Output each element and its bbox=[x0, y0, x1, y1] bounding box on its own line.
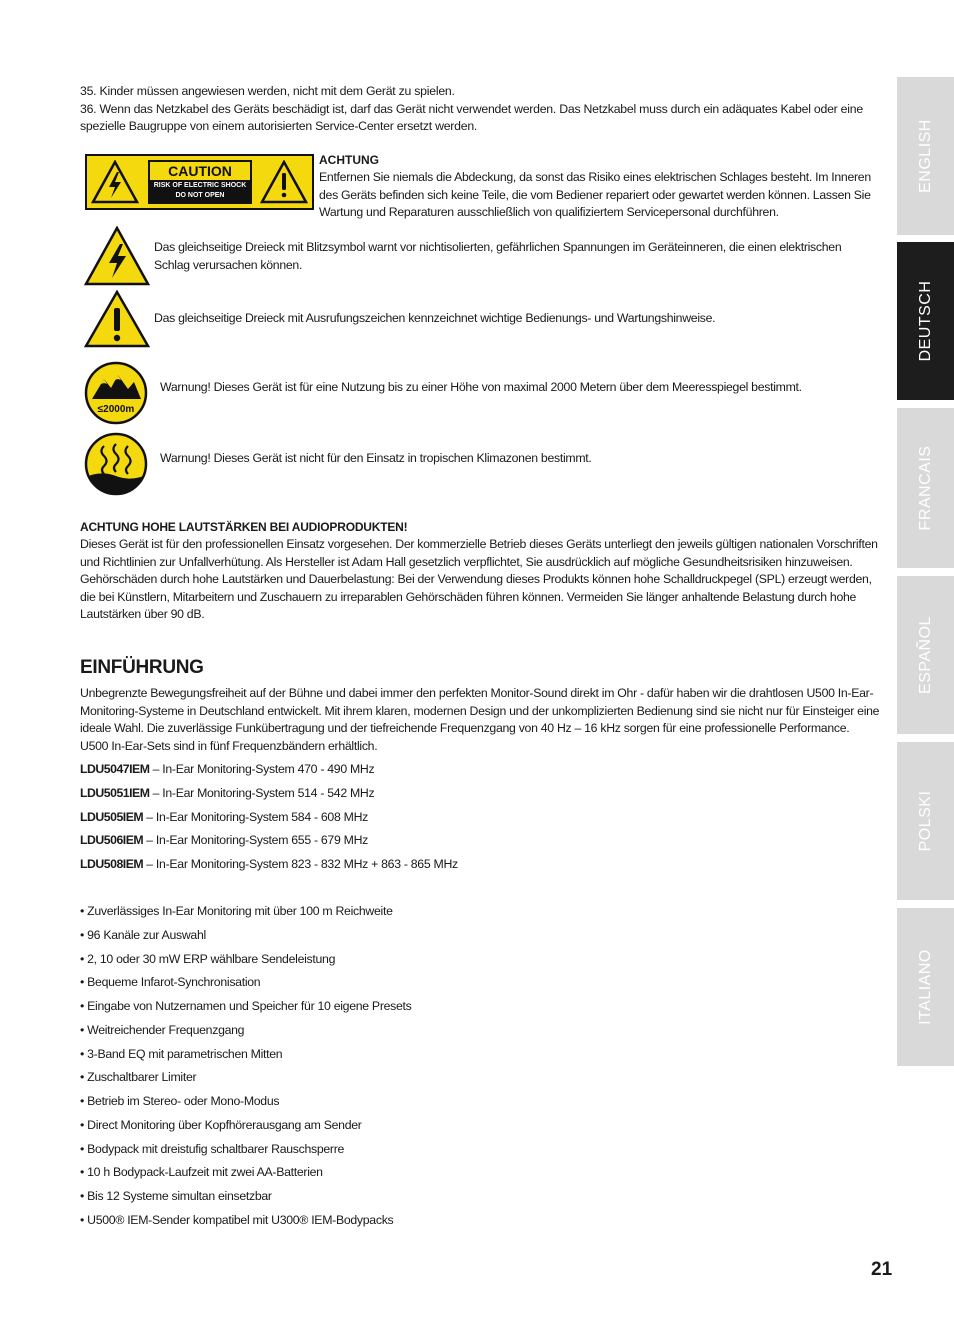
tab-deutsch[interactable] bbox=[897, 242, 954, 400]
feature-item: • U500® IEM-Sender kompatibel mit U300® IEM-Bodypacks bbox=[80, 1212, 394, 1227]
feature-item: • 96 Kanäle zur Auswahl bbox=[80, 927, 206, 942]
symbol-text-tropical: Warnung! Dieses Gerät ist nicht für den Einsatz in tropischen Klimazonen bestimmt. bbox=[160, 451, 592, 465]
symbol-text-exclamation: Das gleichseitige Dreieck mit Ausrufungszeichen kennzeichnet wichtige Bedienungs- und Wartungshinweise. bbox=[154, 311, 716, 325]
model-item bbox=[80, 856, 880, 880]
symbol-text-altitude: Warnung! Dieses Gerät ist für eine Nutzung bis zu einer Höhe von maximal 2000 Metern über dem Meeresspiegel bestimmt. bbox=[160, 380, 802, 394]
feature-item: • Zuverlässiges In-Ear Monitoring mit über 100 m Reichweite bbox=[80, 904, 393, 918]
model-item bbox=[80, 832, 880, 856]
feature-item: • Eingabe von Nutzernamen und Speicher für 10 eigene Presets bbox=[80, 999, 412, 1013]
volume-warning bbox=[80, 519, 880, 624]
model-code: LDU505IEM bbox=[80, 809, 144, 824]
page-number: 21 bbox=[871, 1259, 893, 1280]
altitude-limit-label: ≤2000m bbox=[97, 404, 135, 415]
tropical-climate-icon bbox=[84, 432, 148, 496]
model-desc: – In-Ear Monitoring-System 514 - 542 MHz bbox=[149, 785, 375, 800]
feature-list bbox=[80, 903, 880, 1236]
tab-label: ITALIANO bbox=[916, 949, 934, 1025]
model-code: LDU506IEM bbox=[80, 833, 144, 848]
symbol-row-altitude bbox=[80, 361, 880, 425]
lightning-triangle-icon bbox=[84, 226, 150, 286]
feature-item: • Bis 12 Systeme simultan einsetzbar bbox=[80, 1189, 272, 1203]
exclamation-triangle-icon bbox=[260, 160, 308, 204]
caution-text-box bbox=[148, 160, 252, 204]
achtung-block bbox=[319, 152, 879, 222]
feature-item: • 3-Band EQ mit parametrischen Mitten bbox=[80, 1046, 283, 1061]
feature-item: • Direct Monitoring über Kopfhörerausgang am Sender bbox=[80, 1117, 362, 1132]
symbol-text-lightning: Das gleichseitige Dreieck mit Blitzsymbol warnt vor nichtisolierten, gefährlichen Spannungen im Geräteinneren, die einen elektrischen Schlag verursachen können. bbox=[154, 240, 842, 272]
tab-espanol[interactable] bbox=[897, 576, 954, 734]
caution-subtext bbox=[148, 181, 252, 200]
tab-italiano[interactable] bbox=[897, 908, 954, 1066]
caution-word: CAUTION bbox=[150, 162, 250, 180]
feature-item: • 10 h Bodypack-Laufzeit mit zwei AA-Batterien bbox=[80, 1165, 323, 1180]
intro-notes bbox=[80, 83, 880, 136]
lightning-triangle-icon bbox=[91, 160, 139, 204]
caution-line-1: RISK OF ELECTRIC SHOCK bbox=[153, 182, 247, 189]
feature-item: • Zuschaltbarer Limiter bbox=[80, 1070, 197, 1085]
tab-label: FRANCAIS bbox=[916, 445, 934, 531]
symbol-row-lightning bbox=[80, 226, 880, 286]
model-desc: – In-Ear Monitoring-System 655 - 679 MHz bbox=[143, 833, 369, 848]
model-code: LDU5051IEM bbox=[80, 785, 150, 800]
section-title: EINFÜHRUNG bbox=[80, 657, 204, 678]
tab-english[interactable] bbox=[897, 77, 954, 235]
feature-item: • Bequeme Infarot-Synchronisation bbox=[80, 975, 261, 990]
tab-label: POLSKI bbox=[916, 790, 934, 852]
tab-label: ESPAÑOL bbox=[916, 616, 934, 694]
altitude-icon bbox=[84, 361, 148, 425]
symbol-row-tropical bbox=[80, 432, 880, 496]
tab-polski[interactable] bbox=[897, 742, 954, 900]
model-code: LDU5047IEM bbox=[80, 762, 150, 776]
achtung-text: Entfernen Sie niemals die Abdeckung, da sonst das Risiko eines elektrischen Schlages besteht. Im Inneren des Geräts befinden sich keine Teile, die vom Bediener repariert oder gewartet werden können. Lassen Sie Wartung und Reparaturen ausschließlich von qualifiziertem Servicepersonal durchführen. bbox=[319, 170, 871, 219]
symbol-row-exclamation bbox=[80, 290, 880, 348]
tab-francais[interactable] bbox=[897, 408, 954, 568]
tab-label: ENGLISH bbox=[916, 119, 934, 193]
model-item bbox=[80, 761, 880, 785]
caution-line-2: DO NOT OPEN bbox=[175, 191, 225, 199]
achtung-heading: ACHTUNG bbox=[319, 153, 379, 167]
intro-paragraph: Unbegrenzte Bewegungsfreiheit auf der Bühne und dabei immer den perfekten Monitor-Sound direkt im Ohr - dafür haben wir die drahtlosen U500 In-Ear-Monitoring-Systeme in Deutschland entwickelt. Mit ihrem klaren, modernen Design und der unkomplizierten Bedienung sind sie nicht nur für Einsteiger eine ideale Wahl. Die zuverlässige Funkübertragung und der tiefreichende Frequenzgang von 40 Hz – 16 kHz sorgen für eine professionelle Performance. U500 In-Ear-Sets sind in fünf Frequenzbändern erhältlich. bbox=[80, 686, 880, 753]
model-desc: – In-Ear Monitoring-System 584 - 608 MHz bbox=[143, 809, 369, 824]
feature-item: • Bodypack mit dreistufig schaltbarer Rauschsperre bbox=[80, 1141, 345, 1156]
volume-warning-text: Dieses Gerät ist für den professionellen Einsatz vorgesehen. Der kommerzielle Betrieb dieses Geräts unterliegt den jeweils gültigen nationalen Vorschriften und Richtlinien zur Unfallverhütung. Als Hersteller ist Adam Hall gesetzlich verpflichtet, Sie ausdrücklich auf mögliche Gesundheitsrisiken hinzuweisen. Gehörschäden durch hohe Lautstärken und Dauerbelastung: Bei der Verwendung dieses Produkts können hohe Schalldruckpegel (SPL) erzeugt werden, die bei Künstlern, Mitarbeitern und Zuschauern zu irreparablen Gehörschäden führen können. Vermeiden Sie länger anhaltende Belastung durch hohe Lautstärken über 90 dB. bbox=[80, 537, 878, 621]
model-desc: – In-Ear Monitoring-System 470 - 490 MHz bbox=[149, 762, 375, 776]
tab-label: DEUTSCH bbox=[916, 280, 934, 362]
feature-item: • 2, 10 oder 30 mW ERP wählbare Sendeleistung bbox=[80, 951, 336, 966]
model-code: LDU508IEM bbox=[80, 857, 144, 872]
feature-item: • Betrieb im Stereo- oder Mono-Modus bbox=[80, 1094, 280, 1108]
volume-warning-heading: ACHTUNG HOHE LAUTSTÄRKEN BEI AUDIOPRODUKTEN! bbox=[80, 520, 408, 534]
exclamation-triangle-icon bbox=[84, 290, 150, 348]
feature-item: • Weitreichender Frequenzgang bbox=[80, 1022, 245, 1037]
model-desc: – In-Ear Monitoring-System 823 - 832 MHz + 863 - 865 MHz bbox=[143, 857, 458, 872]
model-item bbox=[80, 809, 880, 833]
note-35: 35. Kinder müssen angewiesen werden, nicht mit dem Gerät zu spielen. bbox=[80, 84, 455, 98]
caution-label bbox=[85, 154, 314, 210]
note-36: 36. Wenn das Netzkabel des Geräts beschädigt ist, darf das Gerät nicht verwendet werden. Das Netzkabel muss durch ein adäquates Kabel oder eine spezielle Baugruppe von einem autorisierten Service-Center ersetzt werden. bbox=[80, 101, 863, 133]
model-item bbox=[80, 785, 880, 809]
model-list bbox=[80, 761, 880, 880]
